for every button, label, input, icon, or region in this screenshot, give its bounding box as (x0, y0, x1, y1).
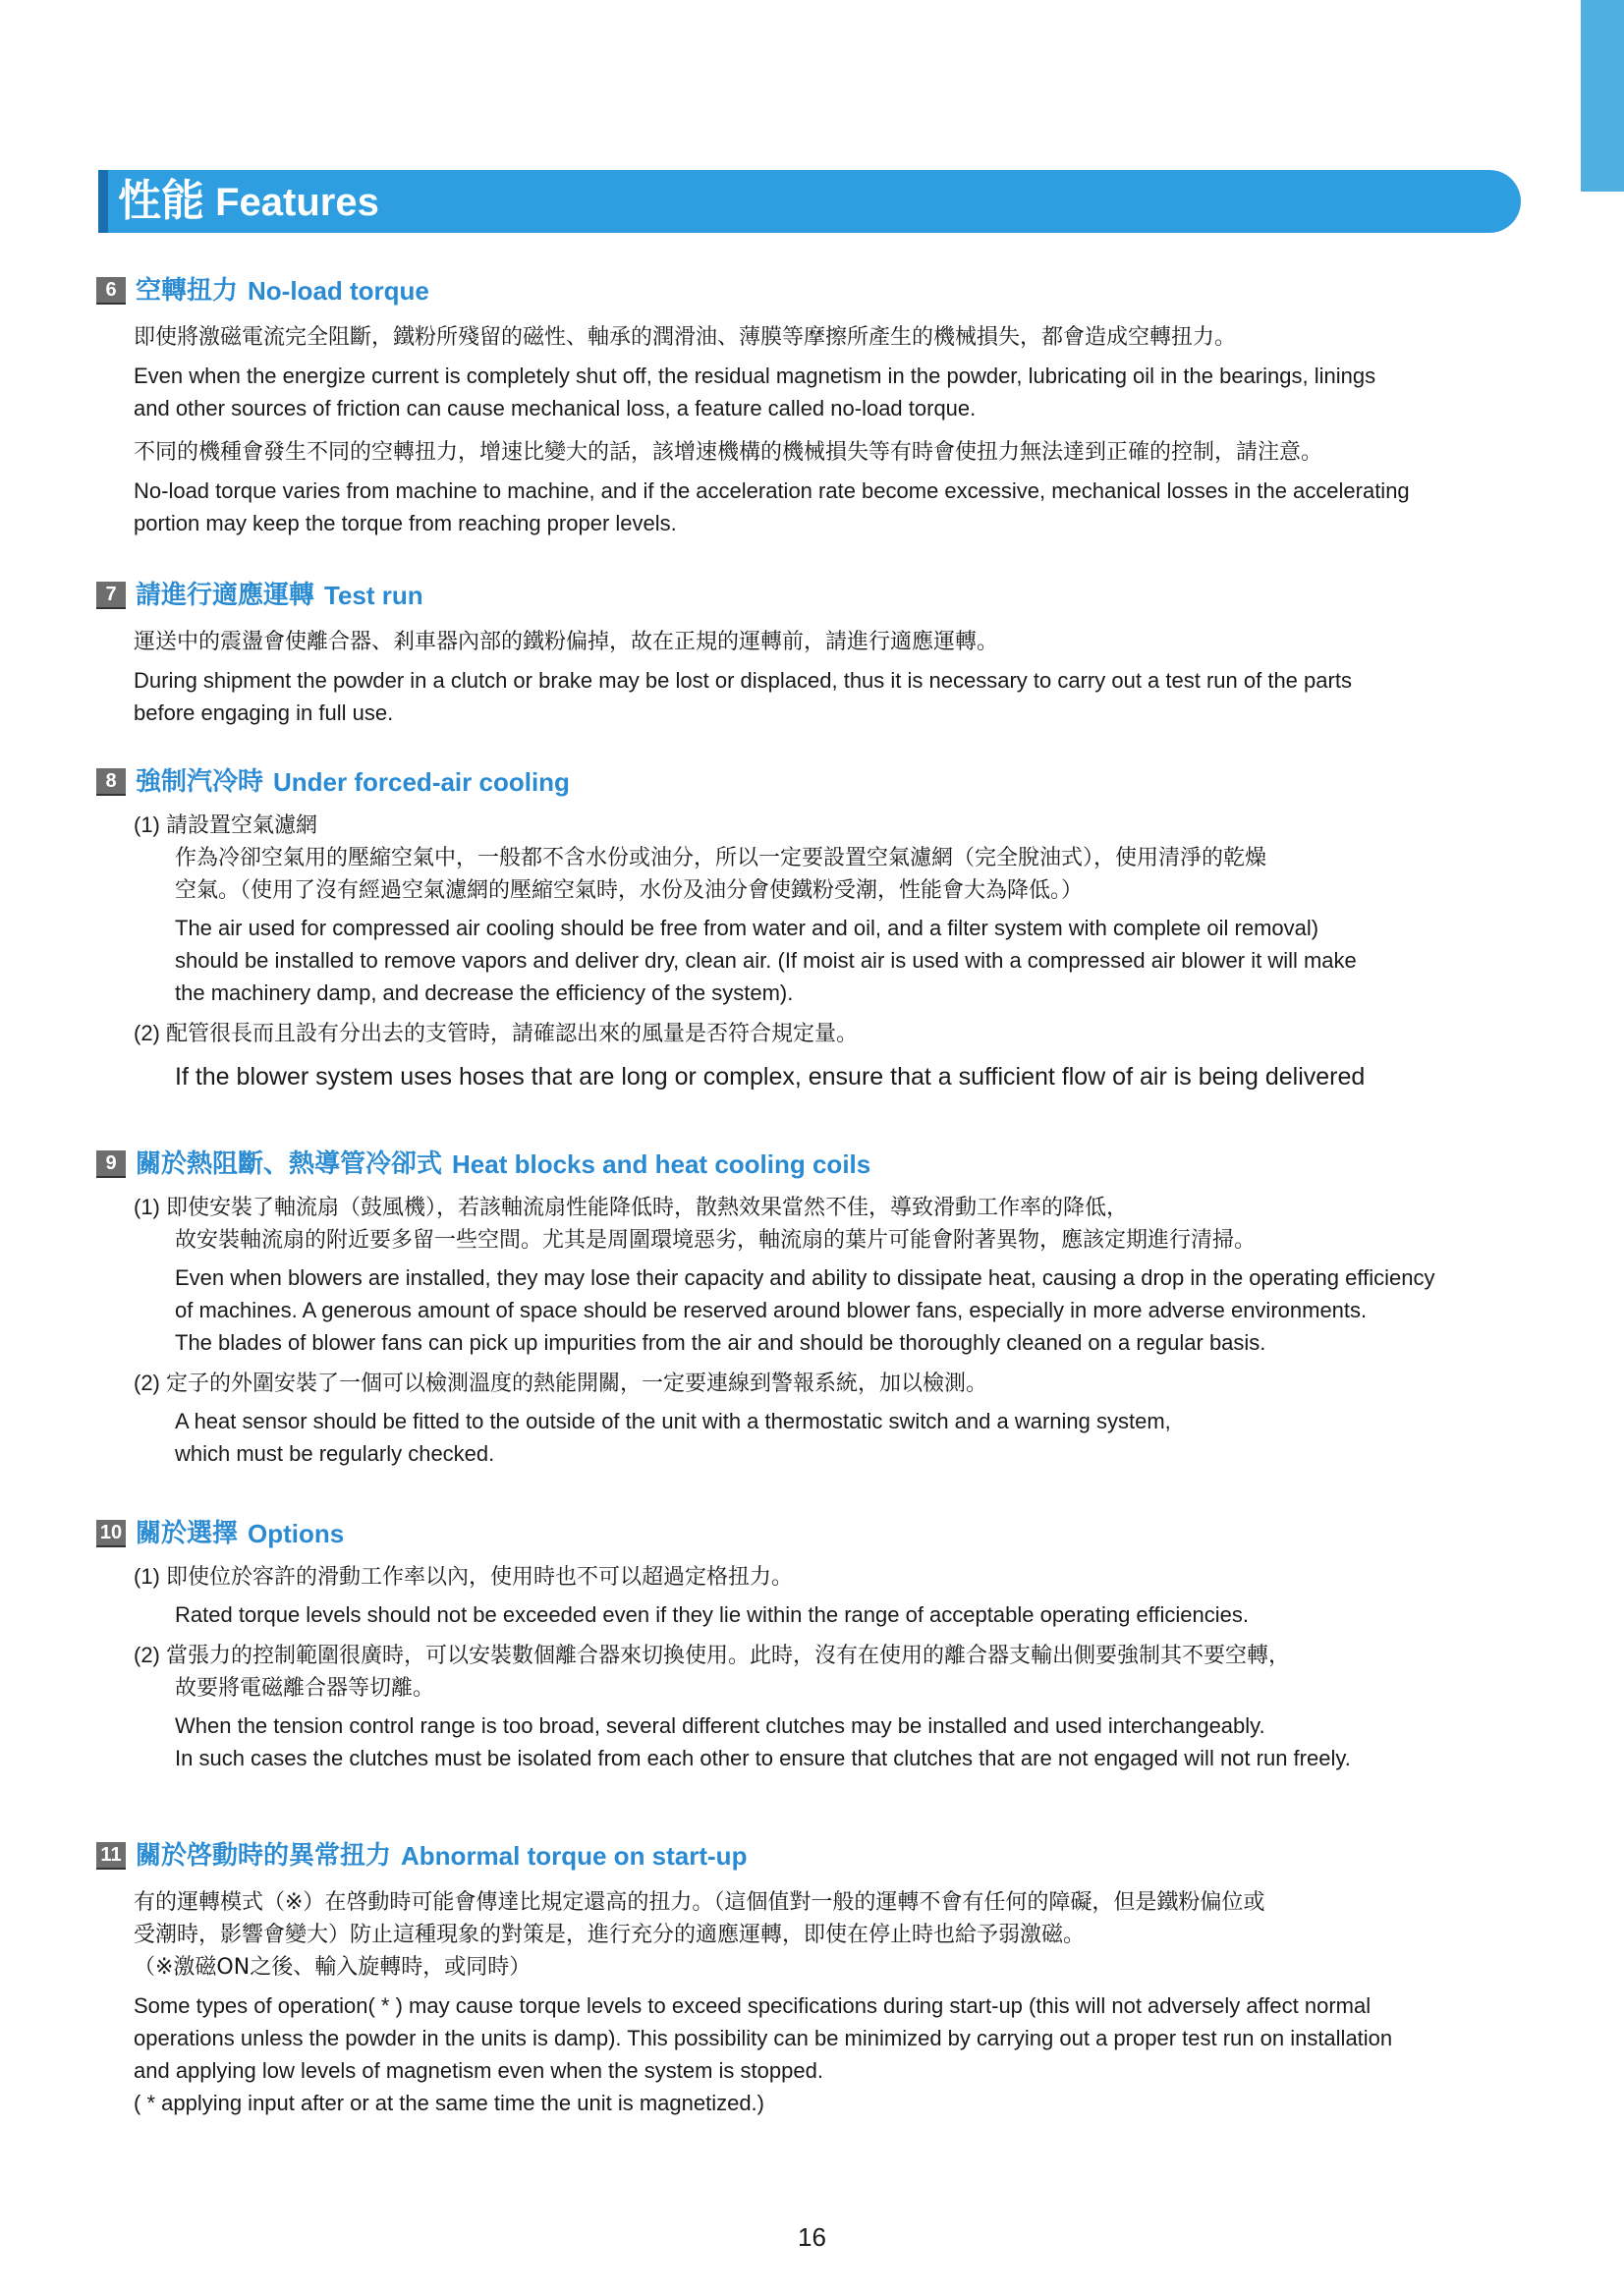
text-line: If the blower system uses hoses that are long or complex, ensure that a sufficient flow of air is being delivered (175, 1063, 1366, 1091)
section-title-zh: 請進行適應運轉 (136, 581, 315, 610)
text-line: （※激磁ON之後、輸入旋轉時，或同時） (134, 1955, 532, 1980)
page-title (118, 170, 379, 233)
text-line: 受潮時，影響會變大）防止這種現象的對策是，進行充分的適應運轉，即使在停止時也給予弱激磁。 (134, 1923, 1086, 1947)
section-title-zh: 關於選擇 (136, 1519, 239, 1548)
list-item-body-en (175, 912, 1526, 1009)
section-number-badge: 6 (96, 277, 126, 305)
list-item-label: (1) 即使位於容許的滑動工作率以內，使用時也不可以超過定格扭力。 (134, 1564, 794, 1589)
list-item-label: (2) 配管很長而且設有分出去的支管時，請確認出來的風量是否符合規定量。 (134, 1021, 859, 1045)
section-title-en: Options (248, 1519, 345, 1548)
text-line: 故安裝軸流扇的附近要多留一些空間。尤其是周圍環境惡劣，軸流扇的葉片可能會附著異物，應該定期進行清掃。 (175, 1227, 1257, 1252)
list-item-body-zh (175, 1671, 1526, 1704)
section-number-badge: 10 (96, 1520, 126, 1547)
section-heat-blocks (96, 1146, 1526, 1470)
text-line: should be installed to remove vapors and deliver dry, clean air. (If moist air is used with a compressed air blower it will make (175, 948, 1357, 973)
text-line: portion may keep the torque from reaching proper levels. (134, 511, 677, 535)
section-heading (96, 1146, 1526, 1183)
text-line: 空氣。（使用了沒有經過空氣濾網的壓縮空氣時，水份及油分會使鐵粉受潮，性能會大為降低。） (175, 877, 1084, 902)
text-line: Rated torque levels should not be exceeded even if they lie within the range of acceptable operating efficiencies. (175, 1602, 1249, 1627)
list-item-body-zh (175, 1223, 1526, 1256)
text-line: No-load torque varies from machine to machine, and if the acceleration rate become excessive, mechanical losses in the accelerating (134, 478, 1410, 503)
paragraph-en (134, 360, 1526, 424)
list-item-label: (2) 當張力的控制範圍很廣時，可以安裝數個離合器來切換使用。此時，沒有在使用的離合器支輸出側要強制其不要空轉， (134, 1643, 1291, 1667)
list-item-body-en (175, 1405, 1526, 1470)
paragraph-en (134, 1989, 1526, 2119)
section-number-badge: 8 (96, 768, 126, 796)
text-line: before engaging in full use. (134, 700, 394, 725)
section-number-badge: 9 (96, 1150, 126, 1178)
paragraph-zh (134, 436, 1526, 469)
list-item-body-en (175, 1059, 1526, 1094)
section-no-load-torque (96, 272, 1526, 539)
text-line: 運送中的震盪會使離合器、剎車器內部的鐵粉偏掉，故在正規的運轉前，請進行適應運轉。 (134, 630, 999, 654)
text-line: the machinery damp, and decrease the efficiency of the system). (175, 980, 794, 1005)
section-title-en: Heat blocks and heat cooling coils (452, 1149, 871, 1179)
section-number-badge: 11 (96, 1842, 126, 1870)
text-line: of machines. A generous amount of space should be reserved around blower fans, especially in more adverse environments. (175, 1298, 1368, 1322)
text-line: In such cases the clutches must be isolated from each other to ensure that clutches that are not engaged will not run freely. (175, 1746, 1351, 1770)
section-title-en: No-load torque (248, 276, 429, 306)
page-title-zh: 性能 (118, 176, 204, 226)
list-item-label: (1) 請設置空氣濾網 (134, 812, 318, 837)
paragraph-zh (134, 626, 1526, 658)
section-title-zh: 空轉扭力 (136, 276, 239, 306)
text-line: 不同的機種會發生不同的空轉扭力，增速比變大的話，該增速機構的機械損失等有時會使扭力無法達到正確的控制，請注意。 (134, 440, 1323, 465)
section-title-zh: 強制汽冷時 (136, 767, 264, 797)
section-abnormal-torque (96, 1837, 1526, 2119)
text-line: Even when the energize current is completely shut off, the residual magnetism in the powder, lubricating oil in the bearings, linings (134, 364, 1376, 388)
text-line: Some types of operation( * ) may cause torque levels to exceed specifications during start-up (this will not adversely affect normal (134, 1993, 1372, 2018)
paragraph-en (134, 664, 1526, 729)
text-line: which must be regularly checked. (175, 1441, 495, 1466)
section-heading (96, 272, 1526, 309)
list-item-label: (1) 即使安裝了軸流扇（鼓風機），若該軸流扇性能降低時，散熱效果當然不佳，導致滑動工作率的降低， (134, 1195, 1129, 1219)
text-line: ( * applying input after or at the same time the unit is magnetized.) (134, 2091, 764, 2115)
section-number-badge: 7 (96, 582, 126, 609)
section-heading (96, 577, 1526, 614)
list-item-body-en (175, 1598, 1526, 1631)
paragraph-en (134, 475, 1526, 539)
text-line: 作為冷卻空氣用的壓縮空氣中，一般都不含水份或油分，所以一定要設置空氣濾網（完全脫油式），使用清淨的乾燥 (175, 845, 1267, 869)
paragraph-zh (134, 1886, 1526, 1984)
text-line: and other sources of friction can cause mechanical loss, a feature called no-load torque. (134, 396, 977, 420)
text-line: and applying low levels of magnetism even when the system is stopped. (134, 2058, 823, 2083)
text-line: 即使將激磁電流完全阻斷，鐵粉所殘留的磁性、軸承的潤滑油、薄膜等摩擦所產生的機械損失，都會造成空轉扭力。 (134, 325, 1237, 350)
section-test-run (96, 577, 1526, 729)
page-number: 16 (798, 2222, 826, 2252)
section-forced-air-cooling (96, 763, 1526, 1094)
text-line: During shipment the powder in a clutch or brake may be lost or displaced, thus it is necessary to carry out a test run of the parts (134, 668, 1352, 693)
section-heading (96, 1837, 1526, 1875)
section-options (96, 1515, 1526, 1774)
text-line: A heat sensor should be fitted to the outside of the unit with a thermostatic switch and a warning system, (175, 1409, 1171, 1433)
text-line: operations unless the powder in the units is damp). This possibility can be minimized by carrying out a proper test run on installation (134, 2026, 1393, 2050)
features-banner (98, 170, 1521, 233)
list-item-body-zh (175, 841, 1526, 906)
section-title-zh: 關於啓動時的異常扭力 (136, 1841, 392, 1871)
list-item-label: (2) 定子的外圍安裝了一個可以檢測溫度的熱能開關，一定要連線到警報系統，加以檢測。 (134, 1371, 988, 1395)
section-title-en: Test run (324, 581, 423, 610)
section-heading (96, 1515, 1526, 1552)
section-title-zh: 關於熱阻斷、熱導管冷卻式 (136, 1149, 443, 1179)
text-line: The blades of blower fans can pick up impurities from the air and should be thoroughly cleaned on a regular basis. (175, 1330, 1266, 1355)
section-title-en: Under forced-air cooling (273, 767, 570, 797)
text-line: 有的運轉模式（※）在啓動時可能會傳達比規定還高的扭力。（這個值對一般的運轉不會有任何的障礙，但是鐵粉偏位或 (134, 1890, 1265, 1915)
text-line: The air used for compressed air cooling should be free from water and oil, and a filter system with complete oil removal) (175, 916, 1319, 940)
paragraph-zh (134, 321, 1526, 354)
list-item-body-en (175, 1261, 1526, 1359)
text-line: 故要將電磁離合器等切離。 (175, 1675, 435, 1700)
list-item-body-en (175, 1709, 1526, 1774)
text-line: Even when blowers are installed, they may lose their capacity and ability to dissipate heat, causing a drop in the operating efficiency (175, 1265, 1435, 1290)
page-title-en: Features (215, 181, 379, 224)
text-line: When the tension control range is too broad, several different clutches may be installed and used interchangeably. (175, 1713, 1265, 1738)
section-heading (96, 763, 1526, 801)
section-title-en: Abnormal torque on start-up (401, 1841, 748, 1871)
side-tab-marker (1581, 0, 1624, 192)
banner-accent-bar (98, 170, 108, 233)
